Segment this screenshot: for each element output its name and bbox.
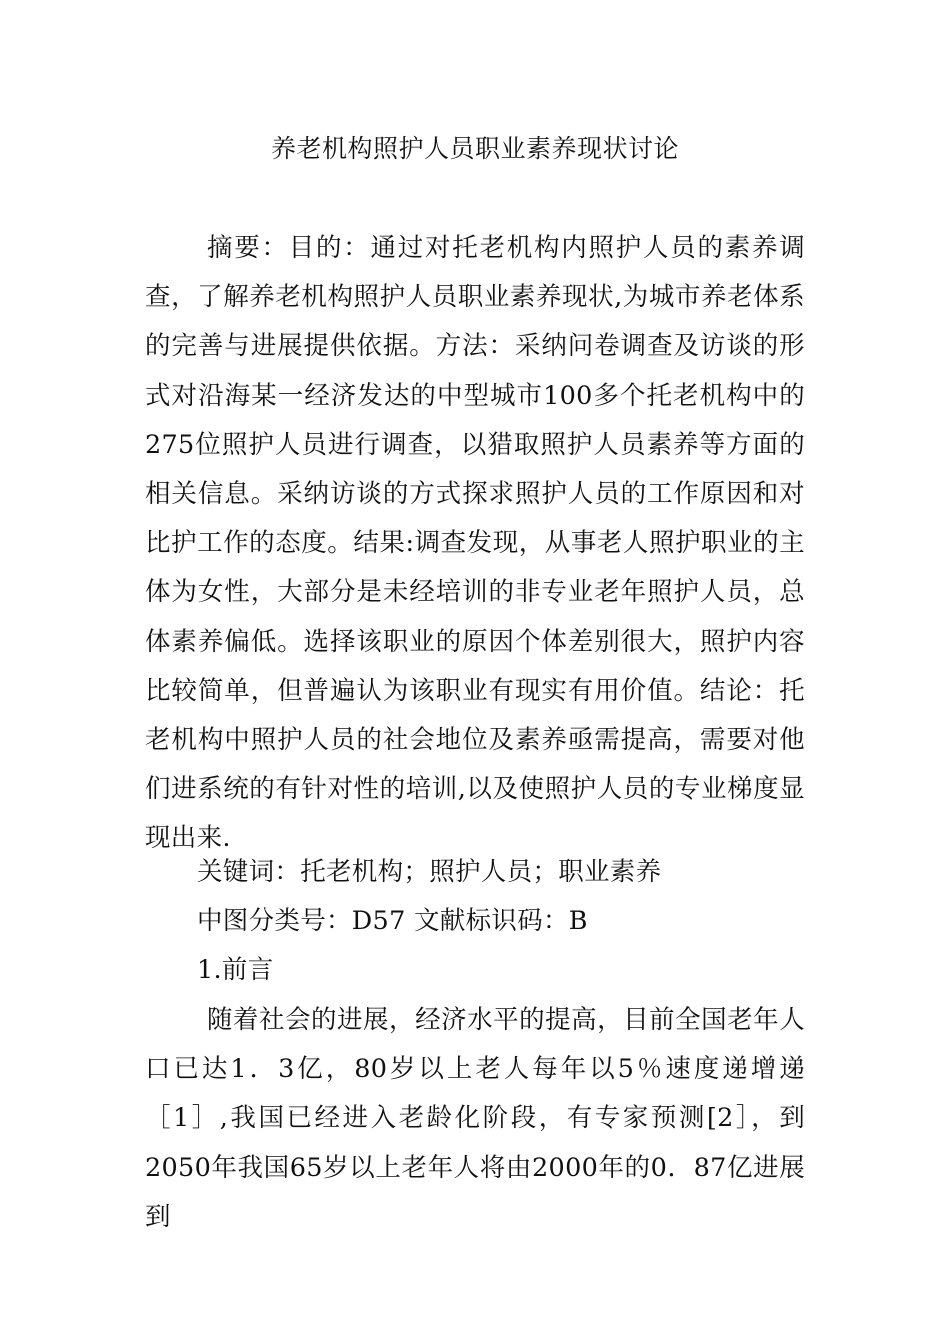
intro-paragraph: 随着社会的进展，经济水平的提高，目前全国老年人口已达1．3亿，80岁以上老人每年以5％速度递增递［1］,我国已经进入老龄化阶段，有专家预测[2］，到2050年我国65岁以上老年人将由2000年的0．87亿进展到 xyxy=(145,1005,805,1232)
document-title: 养老机构照护人员职业素养现状讨论 xyxy=(270,134,679,163)
abstract-paragraph: 摘要：目的：通过对托老机构内照护人员的素养调查，了解养老机构照护人员职业素养现状,为城市养老体系的完善与进展提供依据。方法：采纳问卷调查及访谈的形式对沿海某一经济发达的中型城市100多个托老机构中的275位照护人员进行调查，以猎取照护人员素养等方面的相关信息。采纳访谈的方式探求照护人员的工作原因和对比护工作的态度。结果:调查发现，从事老人照护职业的主体为女性，大部分是未经培训的非专业老年照护人员，总体素养偏低。选择该职业的原因个体差别很大，照护内容比较简单，但普遍认为该职业有现实有用价值。结论：托老机构中照护人员的社会地位及素养亟需提高，需要对他们进系统的有针对性的培训,以及使照护人员的专业梯度显现出来. xyxy=(145,233,805,854)
section-heading: 1.前言 xyxy=(197,955,274,985)
classification-line: 中图分类号：D57 文献标识码：B xyxy=(197,906,588,936)
keywords-line: 关键词：托老机构；照护人员；职业素养 xyxy=(197,857,662,887)
